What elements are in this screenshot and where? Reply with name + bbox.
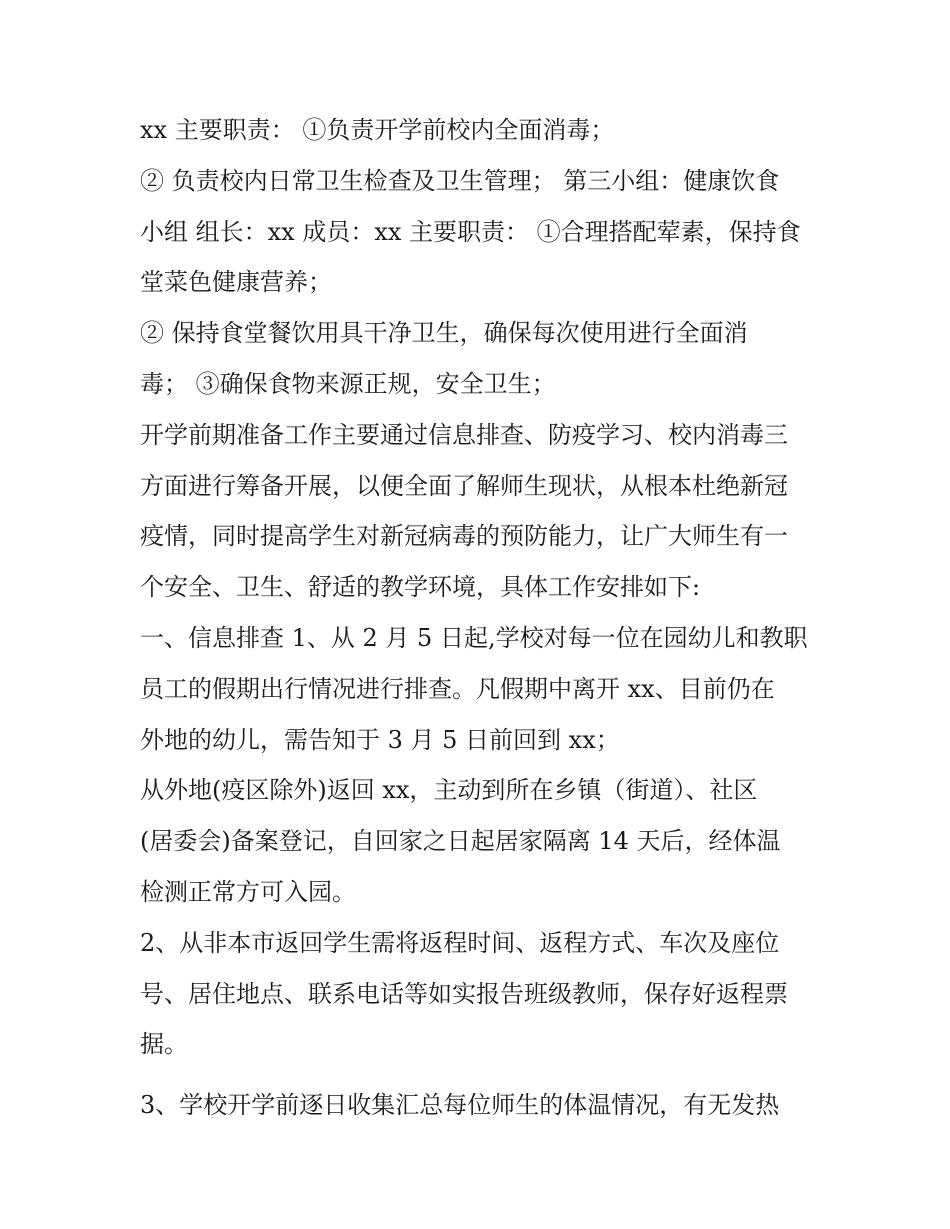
text-line: 号、居住地点、联系电话等如实报告班级教师，保存好返程票 (140, 979, 788, 1008)
text-line: 员工的假期出行情况进行排查。凡假期中离开 xx、目前仍在 (140, 674, 775, 703)
text-line: 3、学校开学前逐日收集汇总每位师生的体温情况，有无发热 (140, 1091, 780, 1120)
text-line: 一、信息排查 1、从 2 月 5 日起,学校对每一位在园幼儿和教职 (140, 623, 808, 652)
text-line: ② 负责校内日常卫生检查及卫生管理； 第三小组：健康饮食 (140, 166, 780, 195)
paragraph-gap (140, 1070, 820, 1080)
text-line: 2、从非本市返回学生需将返程时间、返程方式、车次及座位 (140, 928, 780, 957)
text-line: 堂菜色健康营养； (140, 268, 332, 297)
text-line: 个安全、卫生、舒适的教学环境，具体工作安排如下: (140, 573, 701, 602)
text-line: xx 主要职责： ①负责开学前校内全面消毒； (140, 116, 615, 144)
text-line: 开学前期准备工作主要通过信息排查、防疫学习、校内消毒三 (140, 420, 788, 449)
text-line: 从外地(疫区除外)返回 xx，主动到所在乡镇（街道）、社区 (140, 776, 758, 805)
text-line: 疫情，同时提高学生对新冠病毒的预防能力，让广大师生有一 (140, 522, 788, 551)
text-line: 据。 (140, 1030, 188, 1059)
text-line: 外地的幼儿，需告知于 3 月 5 日前回到 xx； (140, 725, 620, 754)
text-line: ② 保持食堂餐饮用具干净卫生，确保每次使用进行全面消 (140, 319, 748, 348)
text-line: 检测正常方可入园。 (140, 877, 356, 906)
text-line: 方面进行筹备开展，以便全面了解师生现状，从根本杜绝新冠 (140, 471, 788, 500)
document-body (140, 105, 820, 1131)
text-line: 小组 组长：xx 成员：xx 主要职责： ①合理搭配荤素，保持食 (140, 217, 801, 246)
text-line: 毒； ③确保食物来源正规，安全卫生； (140, 369, 556, 398)
text-line: (居委会)备案登记，自回家之日起居家隔离 14 天后，经体温 (140, 827, 781, 856)
